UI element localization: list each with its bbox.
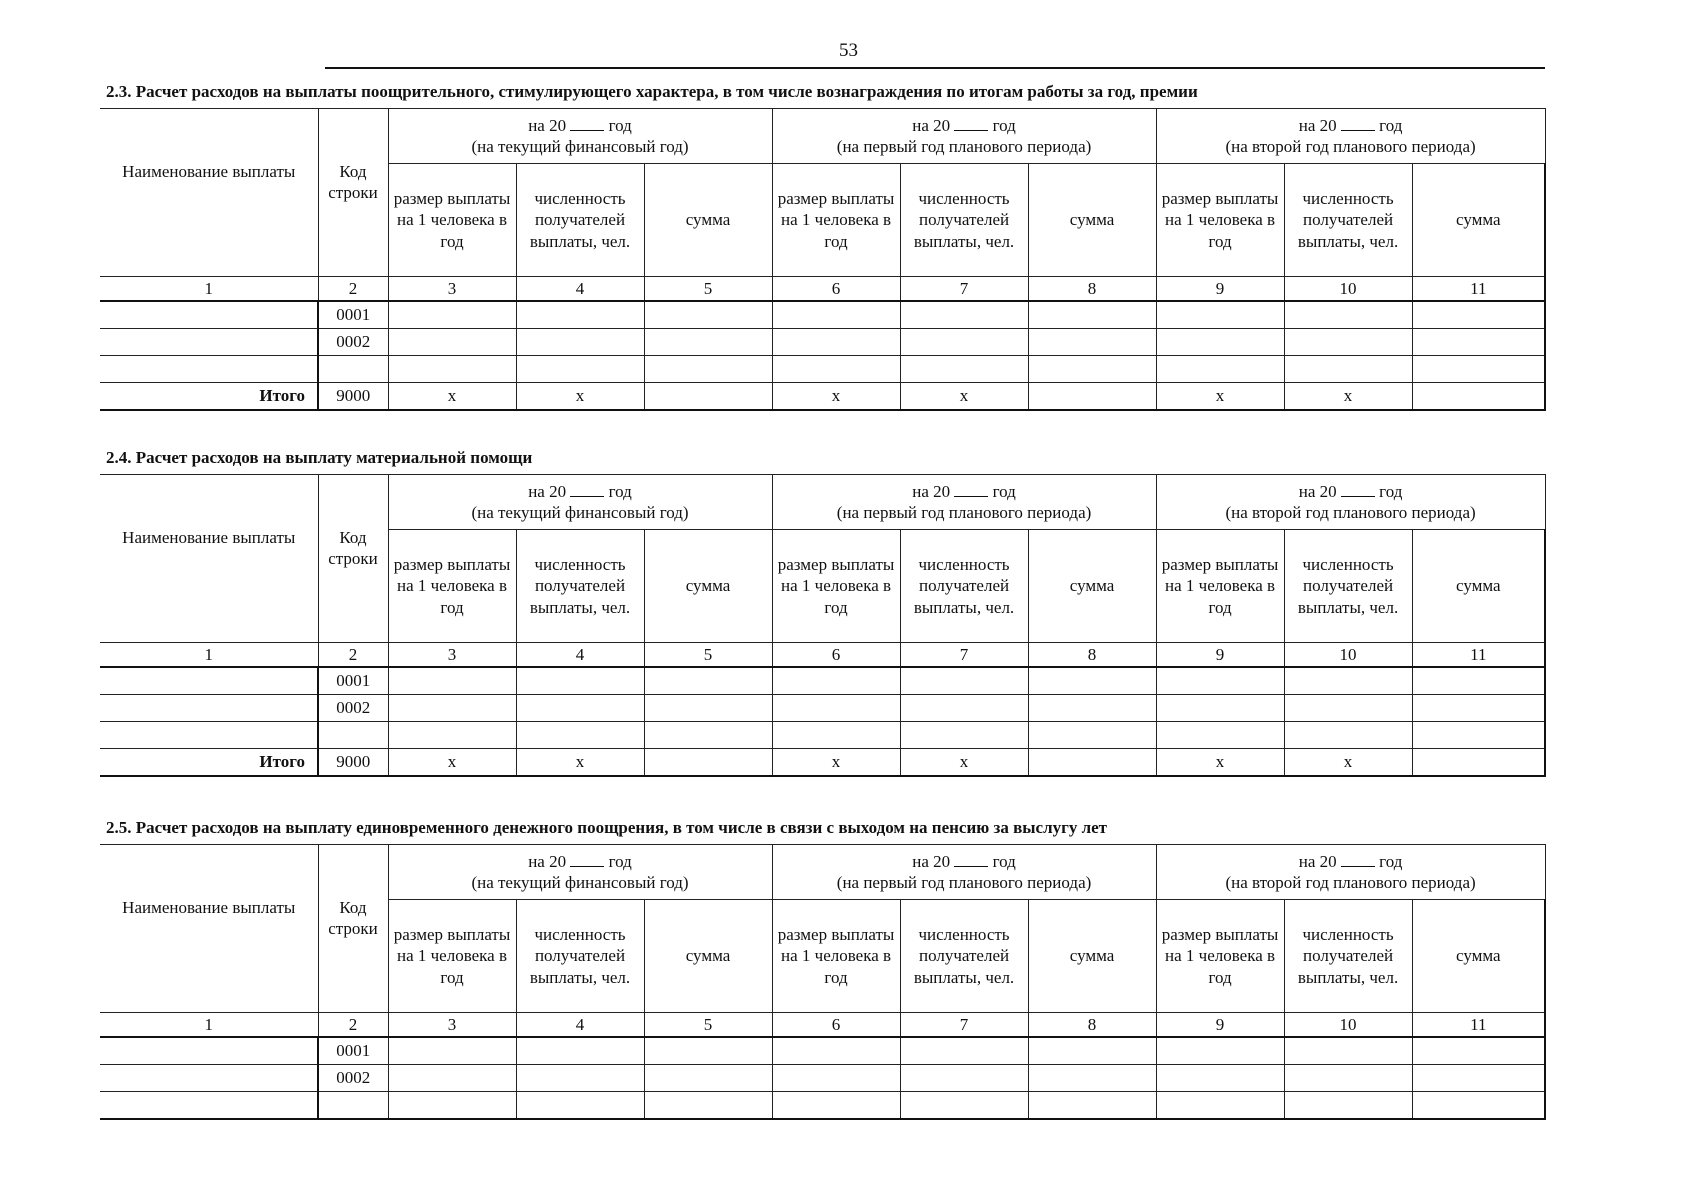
year-blank[interactable] [1341,852,1375,867]
column-number: 10 [1284,1013,1412,1038]
header-sum: сумма [1028,530,1156,643]
header-code: Код строки [318,845,388,1013]
row-code: 0002 [318,1065,388,1092]
total-mark: x [516,383,644,411]
payment-name-cell[interactable] [100,1065,318,1092]
value-cell[interactable] [900,301,1028,329]
column-number: 7 [900,643,1028,668]
column-number: 1 [100,277,318,302]
period-prefix: на 20 [528,481,567,501]
year-blank[interactable] [570,482,604,497]
period-suffix: год [608,851,632,871]
header-size: размер выплаты на 1 человека в год [772,530,900,643]
header-size: размер выплаты на 1 человека в год [772,164,900,277]
header-size: размер выплаты на 1 человека в год [388,900,516,1013]
period-prefix: на 20 [912,481,951,501]
value-cell[interactable] [1284,1037,1412,1065]
section-2 [100,818,1545,1120]
value-cell[interactable] [644,667,772,695]
year-blank[interactable] [954,482,988,497]
year-blank[interactable] [570,852,604,867]
period-prefix: на 20 [912,115,951,135]
total-code: 9000 [318,749,388,777]
value-cell[interactable] [1156,1092,1284,1120]
value-cell[interactable] [516,1092,644,1120]
value-cell[interactable] [772,1037,900,1065]
header-size: размер выплаты на 1 человека в год [1156,900,1284,1013]
period-prefix: на 20 [1298,481,1337,501]
value-cell[interactable] [644,1092,772,1120]
value-cell[interactable] [1284,1092,1412,1120]
header-size: размер выплаты на 1 человека в год [1156,530,1284,643]
column-number: 11 [1412,1013,1545,1038]
value-cell[interactable] [1284,356,1412,383]
header-count: численность получателей выплаты, чел. [900,164,1028,277]
value-cell[interactable] [900,356,1028,383]
payment-name-cell[interactable] [100,1092,318,1120]
year-blank[interactable] [1341,482,1375,497]
value-cell[interactable] [900,1065,1028,1092]
header-count: численность получателей выплаты, чел. [516,530,644,643]
column-number: 2 [318,277,388,302]
value-cell[interactable] [516,695,644,722]
row-code: 0001 [318,301,388,329]
value-cell[interactable] [1028,667,1156,695]
year-blank[interactable] [954,116,988,131]
column-number: 4 [516,1013,644,1038]
header-count: численность получателей выплаты, чел. [1284,164,1412,277]
value-cell[interactable] [1028,301,1156,329]
value-cell[interactable] [516,329,644,356]
column-number: 3 [388,1013,516,1038]
column-number: 9 [1156,1013,1284,1038]
payment-name-cell[interactable] [100,722,318,749]
value-cell[interactable] [644,1065,772,1092]
value-cell[interactable] [900,722,1028,749]
table-row [100,301,1545,329]
value-cell[interactable] [388,301,516,329]
value-cell[interactable] [516,301,644,329]
period-suffix: год [608,481,632,501]
value-cell[interactable] [1156,329,1284,356]
header-sum: сумма [644,900,772,1013]
value-cell[interactable] [1028,695,1156,722]
value-cell[interactable] [1156,356,1284,383]
column-number: 8 [1028,1013,1156,1038]
period-suffix: год [992,115,1016,135]
value-cell[interactable] [1284,667,1412,695]
section-1 [100,448,1545,777]
payment-name-cell[interactable] [100,329,318,356]
period-suffix: год [608,115,632,135]
period-prefix: на 20 [1298,851,1337,871]
period-suffix: год [992,481,1016,501]
header-period-0 [388,845,772,900]
column-number: 5 [644,643,772,668]
value-cell[interactable] [1412,1092,1545,1120]
header-sum: сумма [1412,530,1545,643]
header-sum: сумма [1412,164,1545,277]
section-title: 2.3. Расчет расходов на выплаты поощрительного, стимулирующего характера, в том числе вознаграждения по итогам работы за год, премии [106,82,1198,101]
total-row [100,749,1545,777]
column-number: 7 [900,277,1028,302]
section-title: 2.5. Расчет расходов на выплату единовременного денежного поощрения, в том числе в связи с выходом на пенсию за выслугу лет [106,818,1108,837]
header-period-1 [772,845,1156,900]
value-cell[interactable] [772,667,900,695]
period-label: (на второй год планового периода) [1225,503,1476,522]
value-cell[interactable] [388,1037,516,1065]
total-mark: x [772,383,900,411]
header-sum: сумма [1028,900,1156,1013]
total-mark: x [900,749,1028,777]
column-number: 9 [1156,277,1284,302]
header-count: численность получателей выплаты, чел. [900,900,1028,1013]
header-code: Код строки [318,475,388,643]
calculation-table [100,474,1546,777]
header-count: численность получателей выплаты, чел. [516,900,644,1013]
year-blank[interactable] [1341,116,1375,131]
value-cell[interactable] [1412,356,1545,383]
value-cell[interactable] [1412,667,1545,695]
column-number: 8 [1028,277,1156,302]
table-row [100,695,1545,722]
value-cell[interactable] [1156,1037,1284,1065]
period-suffix: год [1379,115,1403,135]
payment-name-cell[interactable] [100,356,318,383]
value-cell[interactable] [1028,1065,1156,1092]
header-sum: сумма [1412,900,1545,1013]
payment-name-cell[interactable] [100,695,318,722]
column-number: 1 [100,643,318,668]
payment-name-cell[interactable] [100,301,318,329]
column-number: 7 [900,1013,1028,1038]
header-size: размер выплаты на 1 человека в год [388,164,516,277]
value-cell[interactable] [644,301,772,329]
section-title: 2.4. Расчет расходов на выплату материальной помощи [106,448,533,467]
value-cell[interactable] [1156,722,1284,749]
value-cell[interactable] [772,1065,900,1092]
value-cell[interactable] [1412,695,1545,722]
total-mark: x [1284,749,1412,777]
value-cell[interactable] [1412,722,1545,749]
total-mark: x [1156,749,1284,777]
column-number: 8 [1028,643,1156,668]
value-cell[interactable] [644,722,772,749]
header-sum: сумма [644,164,772,277]
value-cell[interactable] [772,329,900,356]
total-sum-cell[interactable] [644,383,772,411]
total-mark: x [388,383,516,411]
value-cell[interactable] [900,695,1028,722]
period-suffix: год [1379,851,1403,871]
table-row [100,722,1545,749]
period-label: (на первый год планового периода) [836,503,1092,522]
column-number: 2 [318,643,388,668]
total-row [100,383,1545,411]
value-cell[interactable] [644,329,772,356]
row-code: 0001 [318,1037,388,1065]
value-cell[interactable] [900,1092,1028,1120]
column-number: 4 [516,643,644,668]
period-suffix: год [1379,481,1403,501]
header-name: Наименование выплаты [100,845,318,1013]
value-cell[interactable] [1284,1065,1412,1092]
total-sum-cell[interactable] [1028,749,1156,777]
value-cell[interactable] [1284,301,1412,329]
value-cell[interactable] [900,329,1028,356]
value-cell[interactable] [772,1092,900,1120]
value-cell[interactable] [644,695,772,722]
page-number: 53 [839,40,858,61]
total-mark: x [1156,383,1284,411]
column-number: 11 [1412,277,1545,302]
value-cell[interactable] [772,722,900,749]
column-number: 1 [100,1013,318,1038]
total-mark: x [516,749,644,777]
row-code: 0002 [318,329,388,356]
total-mark: x [1284,383,1412,411]
period-label: (на текущий финансовый год) [471,503,689,522]
header-count: численность получателей выплаты, чел. [900,530,1028,643]
table-row [100,1037,1545,1065]
header-count: численность получателей выплаты, чел. [516,164,644,277]
column-number: 5 [644,277,772,302]
value-cell[interactable] [1284,722,1412,749]
column-number: 3 [388,277,516,302]
header-size: размер выплаты на 1 человека в год [388,530,516,643]
value-cell[interactable] [388,1092,516,1120]
period-suffix: год [992,851,1016,871]
value-cell[interactable] [388,329,516,356]
value-cell[interactable] [388,695,516,722]
value-cell[interactable] [1284,329,1412,356]
total-sum-cell[interactable] [1412,383,1545,411]
header-size: размер выплаты на 1 человека в год [1156,164,1284,277]
row-code [318,356,388,383]
value-cell[interactable] [1028,329,1156,356]
value-cell[interactable] [1412,1065,1545,1092]
total-code: 9000 [318,383,388,411]
column-number: 6 [772,643,900,668]
table-row [100,329,1545,356]
value-cell[interactable] [772,356,900,383]
period-label: (на первый год планового периода) [836,873,1092,892]
period-prefix: на 20 [528,115,567,135]
header-period-0 [388,475,772,530]
value-cell[interactable] [1028,722,1156,749]
value-cell[interactable] [388,356,516,383]
period-prefix: на 20 [1298,115,1337,135]
header-period-2 [1156,845,1545,900]
payment-name-cell[interactable] [100,667,318,695]
period-label: (на второй год планового периода) [1225,873,1476,892]
value-cell[interactable] [1412,301,1545,329]
total-label: Итого [100,383,318,411]
column-number: 10 [1284,643,1412,668]
calculation-table [100,844,1546,1120]
value-cell[interactable] [1156,695,1284,722]
period-label: (на текущий финансовый год) [471,137,689,156]
value-cell[interactable] [1284,695,1412,722]
table-row [100,1065,1545,1092]
row-code [318,722,388,749]
period-label: (на текущий финансовый год) [471,873,689,892]
header-sum: сумма [644,530,772,643]
header-period-1 [772,109,1156,164]
column-number: 11 [1412,643,1545,668]
value-cell[interactable] [644,356,772,383]
value-cell[interactable] [1412,329,1545,356]
section-0 [100,82,1545,411]
column-number: 5 [644,1013,772,1038]
column-number: 3 [388,643,516,668]
table-row [100,356,1545,383]
year-blank[interactable] [954,852,988,867]
total-mark: x [388,749,516,777]
header-name: Наименование выплаты [100,475,318,643]
value-cell[interactable] [1412,1037,1545,1065]
header-size: размер выплаты на 1 человека в год [772,900,900,1013]
period-prefix: на 20 [528,851,567,871]
header-count: численность получателей выплаты, чел. [1284,530,1412,643]
column-number: 2 [318,1013,388,1038]
column-number: 6 [772,1013,900,1038]
total-mark: x [772,749,900,777]
value-cell[interactable] [516,667,644,695]
total-sum-cell[interactable] [1028,383,1156,411]
row-code: 0002 [318,695,388,722]
period-prefix: на 20 [912,851,951,871]
column-number: 10 [1284,277,1412,302]
header-period-0 [388,109,772,164]
value-cell[interactable] [772,301,900,329]
table-row [100,1092,1545,1120]
value-cell[interactable] [1028,356,1156,383]
year-blank[interactable] [570,116,604,131]
row-code: 0001 [318,667,388,695]
value-cell[interactable] [388,1065,516,1092]
value-cell[interactable] [644,1037,772,1065]
value-cell[interactable] [516,356,644,383]
total-sum-cell[interactable] [644,749,772,777]
total-sum-cell[interactable] [1412,749,1545,777]
header-period-1 [772,475,1156,530]
calculation-table [100,108,1546,411]
top-rule [325,67,1545,69]
value-cell[interactable] [900,667,1028,695]
table-row [100,667,1545,695]
column-number: 9 [1156,643,1284,668]
row-code [318,1092,388,1120]
header-sum: сумма [1028,164,1156,277]
total-label: Итого [100,749,318,777]
value-cell[interactable] [1156,301,1284,329]
header-count: численность получателей выплаты, чел. [1284,900,1412,1013]
value-cell[interactable] [772,695,900,722]
value-cell[interactable] [1156,1065,1284,1092]
column-number: 4 [516,277,644,302]
value-cell[interactable] [388,722,516,749]
value-cell[interactable] [388,667,516,695]
header-period-2 [1156,109,1545,164]
total-mark: x [900,383,1028,411]
period-label: (на второй год планового периода) [1225,137,1476,156]
value-cell[interactable] [900,1037,1028,1065]
value-cell[interactable] [516,1037,644,1065]
value-cell[interactable] [1156,667,1284,695]
column-number: 6 [772,277,900,302]
header-name: Наименование выплаты [100,109,318,277]
period-label: (на первый год планового периода) [836,137,1092,156]
value-cell[interactable] [1028,1037,1156,1065]
payment-name-cell[interactable] [100,1037,318,1065]
header-period-2 [1156,475,1545,530]
value-cell[interactable] [1028,1092,1156,1120]
header-code: Код строки [318,109,388,277]
value-cell[interactable] [516,722,644,749]
value-cell[interactable] [516,1065,644,1092]
